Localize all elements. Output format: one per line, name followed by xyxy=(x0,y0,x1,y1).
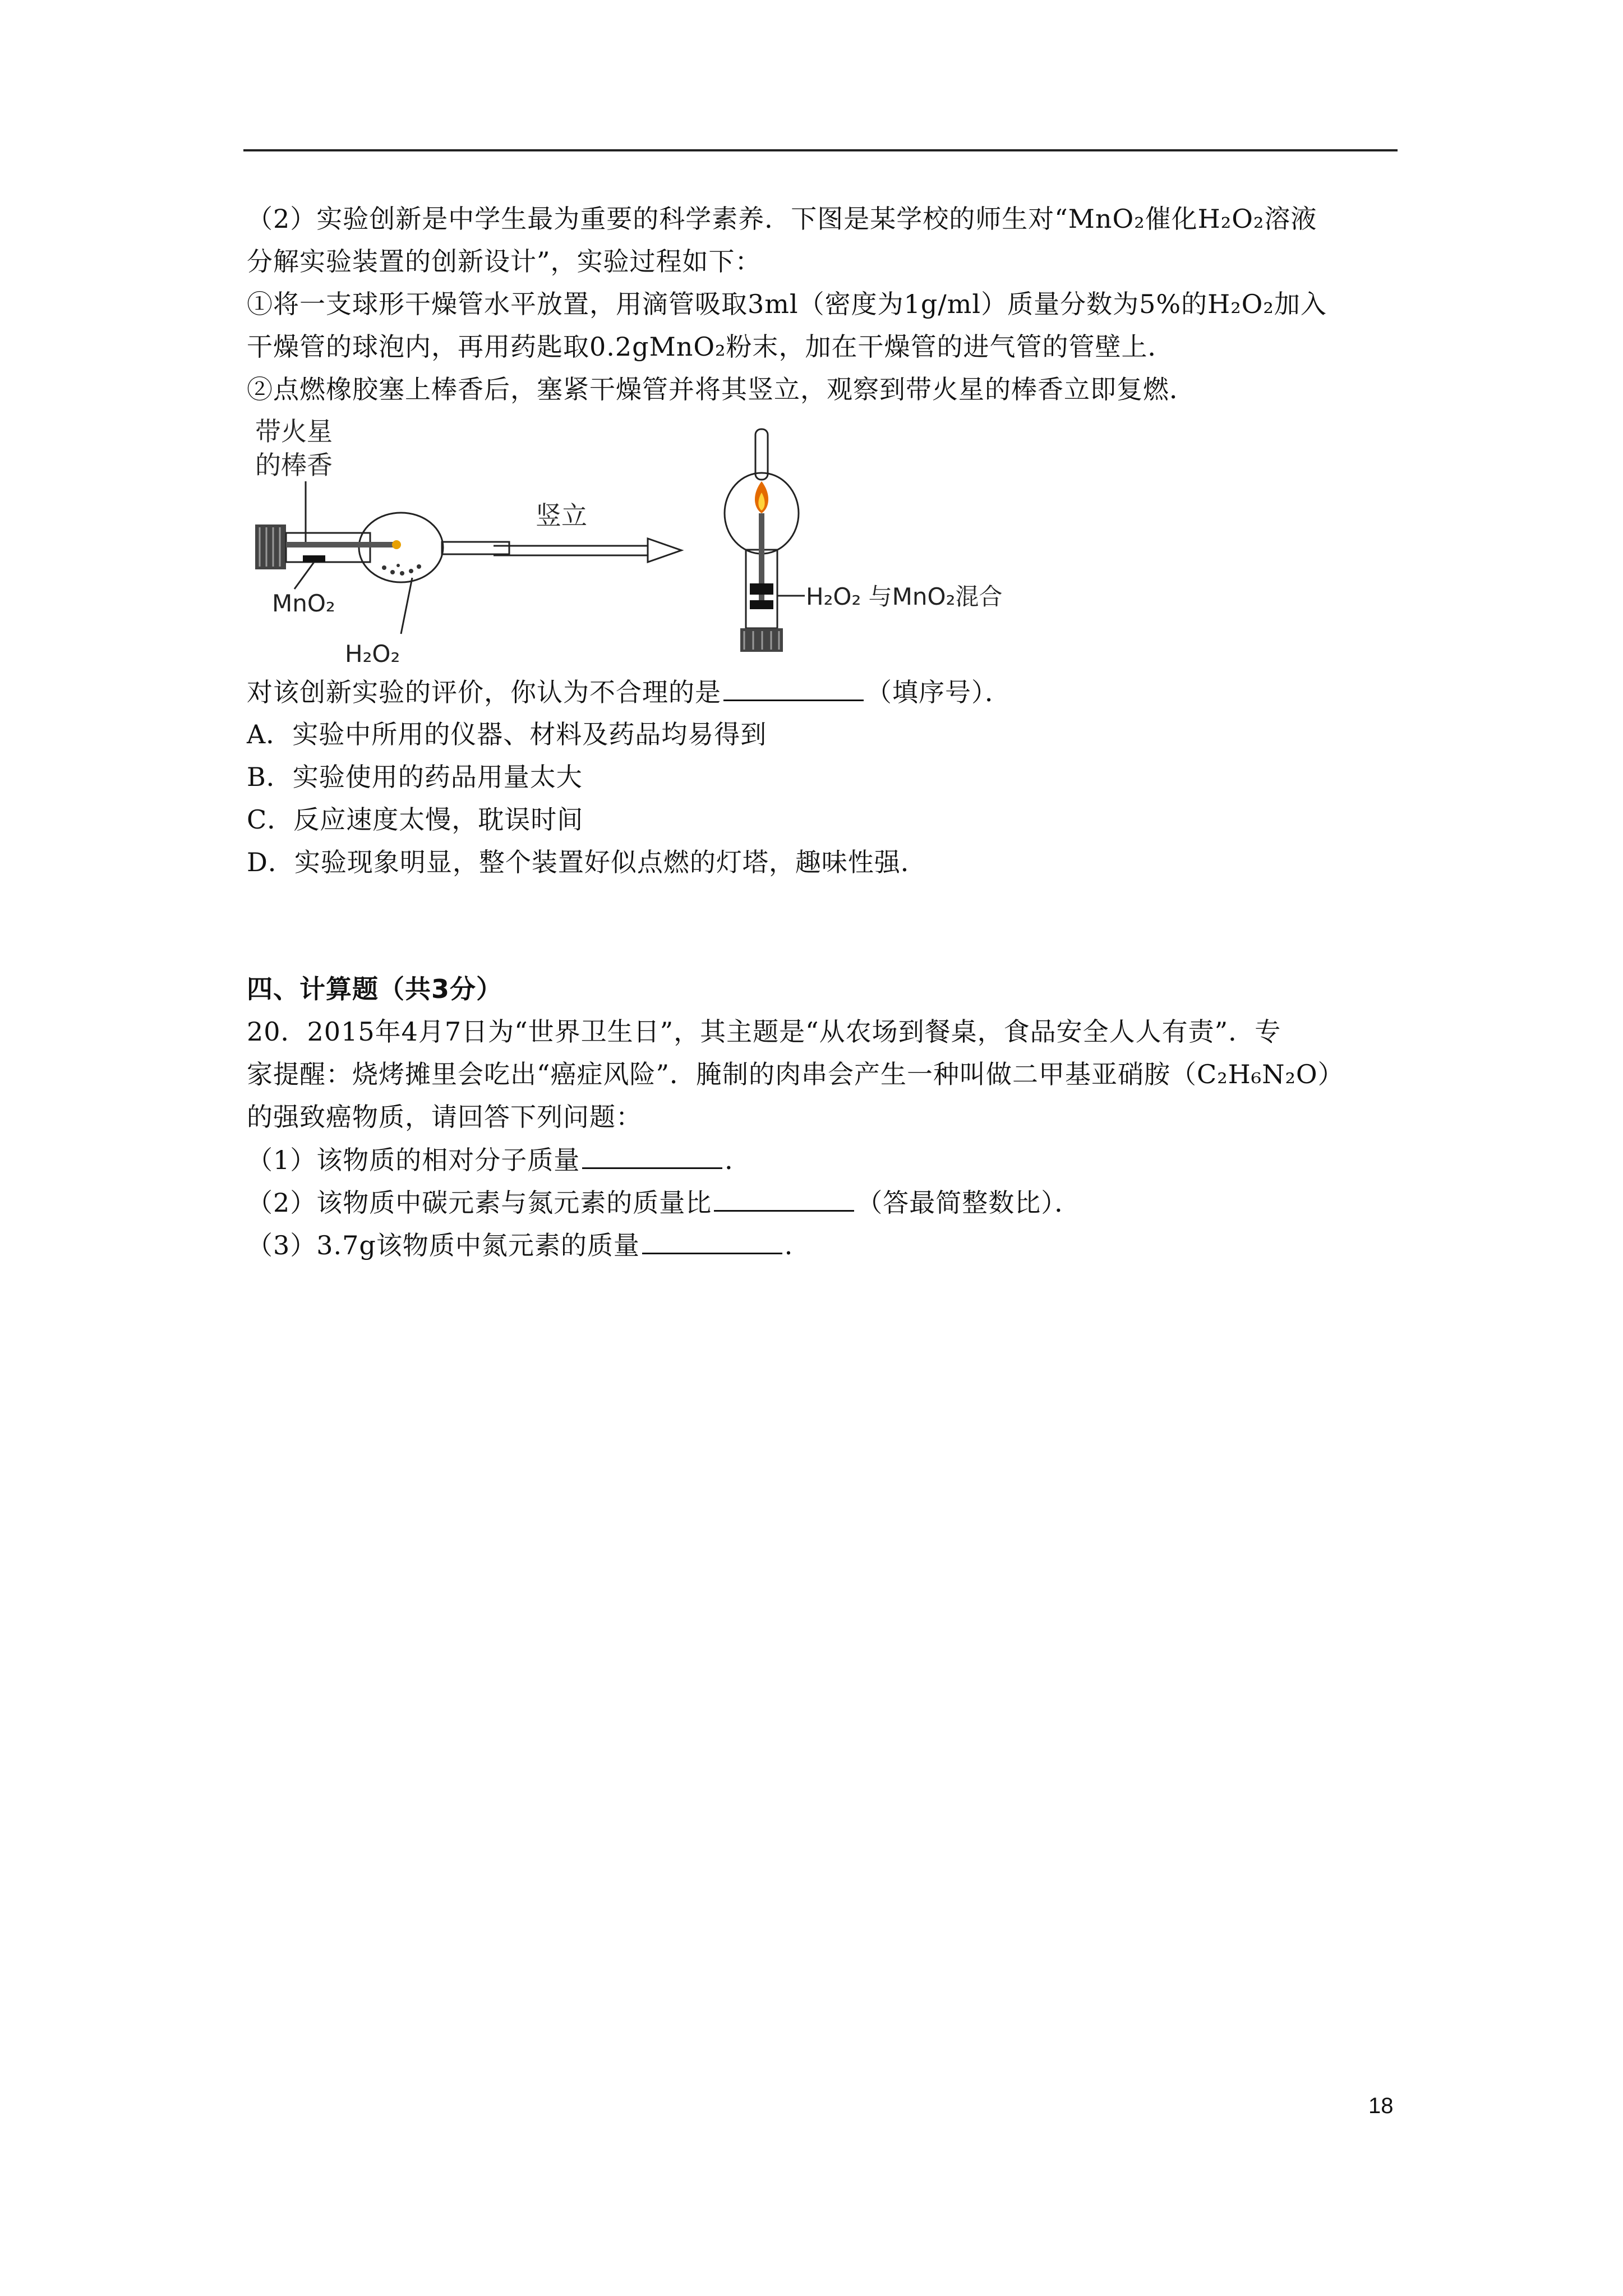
q20-part-1 xyxy=(247,1143,751,1177)
label-glowing-stick-1: 带火星 xyxy=(255,416,333,447)
question-prompt xyxy=(247,675,1011,709)
option-d: D．实验现象明显，整个装置好似点燃的灯塔，趣味性强． xyxy=(247,847,927,877)
section-heading: 四、计算题（共3分） xyxy=(247,974,503,1004)
part1-suffix: ． xyxy=(725,1145,751,1175)
q20-part-2 xyxy=(247,1185,1081,1220)
part3-text: （3）3.7g该物质中氮元素的质量 xyxy=(247,1230,640,1260)
incense-stick xyxy=(286,542,395,547)
prompt-text: 对该创新实验的评价，你认为不合理的是 xyxy=(247,677,721,707)
header-rule xyxy=(243,149,1398,151)
q20-part-3 xyxy=(247,1228,811,1262)
apparatus-figure xyxy=(238,415,1052,673)
prompt-suffix: （填序号）． xyxy=(866,677,1011,707)
answer-blank[interactable] xyxy=(723,675,864,701)
part1-blank[interactable] xyxy=(582,1143,722,1169)
part2-text: （2）该物质中碳元素与氮元素的质量比 xyxy=(247,1188,712,1218)
paragraph-line-3: ①将一支球形干燥管水平放置，用滴管吸取3ml（密度为1g/ml）质量分数为5%的H₂O₂加入 xyxy=(247,289,1327,319)
label-mixture: H₂O₂ 与MnO₂混合 xyxy=(806,583,1003,610)
part2-blank[interactable] xyxy=(714,1185,854,1212)
paragraph-line-2: 分解实验装置的创新设计”，实验过程如下： xyxy=(247,246,762,277)
q20-line-2: 家提醒：烧烤摊里会吃出“癌症风险”．腌制的肉串会产生一种叫做二甲基亚硝胺（C₂H₆N₂O） xyxy=(247,1059,1344,1089)
part1-text: （1）该物质的相对分子质量 xyxy=(247,1145,580,1175)
option-c: C．反应速度太慢，耽误时间 xyxy=(247,804,584,835)
part2-suffix: （答最简整数比）． xyxy=(856,1188,1081,1218)
label-glowing-stick-2: 的棒香 xyxy=(255,450,333,480)
arrow xyxy=(494,539,681,562)
part3-blank[interactable] xyxy=(642,1228,782,1254)
q20-line-1: 20．2015年4月7日为“世界卫生日”，其主题是“从农场到餐桌，食品安全人人有责”．专 xyxy=(247,1016,1281,1047)
horizontal-stopper xyxy=(255,524,286,569)
label-h2o2: H₂O₂ xyxy=(345,640,400,668)
part3-suffix: ． xyxy=(784,1230,811,1260)
page-number: 18 xyxy=(1368,2093,1394,2118)
label-mno2: MnO₂ xyxy=(272,590,335,617)
paragraph-line-5: ②点燃橡胶塞上棒香后，塞紧干燥管并将其竖立，观察到带火星的棒香立即复燃． xyxy=(247,374,1196,404)
arrow-label: 竖立 xyxy=(536,500,587,531)
outlet-tube xyxy=(442,542,509,554)
q20-line-3: 的强致癌物质，请回答下列问题： xyxy=(247,1102,642,1132)
paragraph-line-4: 干燥管的球泡内，再用药匙取0.2gMnO₂粉末，加在干燥管的进气管的管壁上． xyxy=(247,332,1174,362)
paragraph-line-1: （2）实验创新是中学生最为重要的科学素养．下图是某学校的师生对“MnO₂催化H₂O₂溶液 xyxy=(247,204,1317,234)
option-b: B．实验使用的药品用量太大 xyxy=(247,762,583,792)
option-a: A．实验中所用的仪器、材料及药品均易得到 xyxy=(247,719,767,749)
